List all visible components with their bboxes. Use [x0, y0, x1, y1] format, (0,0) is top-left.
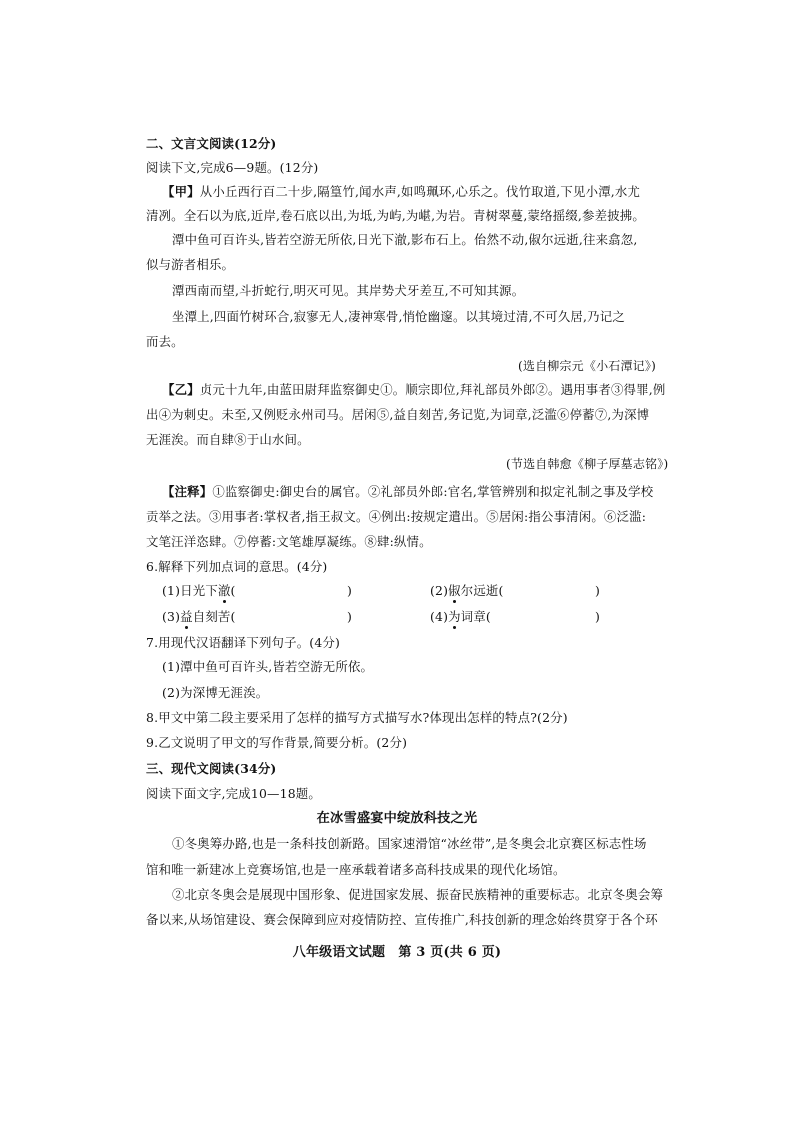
section-2-heading: 二、文言文阅读(12分) [146, 136, 277, 151]
item-text: (3) [162, 609, 181, 624]
question-7-item-2: (2)为深博无涯涘。 [162, 685, 269, 700]
article-paragraph-line: 备以来,从场馆建设、赛会保障到应对疫情防控、宣传推广,科技创新的理念始终贯穿于各个环 [146, 912, 658, 927]
item-text: 自刻苦( [192, 609, 236, 624]
passage-jia-source: (选自柳宗元《小石潭记》) [518, 359, 656, 373]
question-6-item-3 [162, 608, 236, 626]
passage-jia-line: 而去。 [146, 334, 184, 349]
dotted-char: 为 [448, 609, 461, 624]
section-3-heading: 三、现代文阅读(34分) [146, 761, 277, 776]
dotted-char: 澈 [217, 583, 231, 598]
passage-jia-line: 似与游者相乐。 [146, 257, 235, 272]
notes-line: 贡举之法。③用事者:掌权者,指王叔文。④例出:按规定遣出。⑤居闲:指公事清闲。⑥泛滥: [146, 509, 647, 524]
notes-line: 文笔汪洋恣肆。⑦停蓄:文笔雄厚凝练。⑧肆:纵情。 [146, 534, 432, 549]
passage-yi-line: 无涯涘。而自肆⑧于山水间。 [146, 432, 310, 447]
question-7-stem: 7.用现代汉语翻译下列句子。(4分) [146, 635, 341, 650]
passage-jia-text: 从小丘西行百二十步,隔篁竹,闻水声,如鸣珮环,心乐之。伐竹取道,下见小潭,水尤 [199, 184, 641, 199]
passage-jia-line: 清冽。全石以为底,近岸,卷石底以出,为坻,为屿,为嵁,为岩。青树翠蔓,蒙络摇缀,参差披拂。 [146, 208, 645, 223]
page-footer: 八年级语文试题 第 3 页(共 6 页) [292, 945, 502, 960]
question-6-item-2 [430, 582, 504, 600]
passage-yi-text: 贞元十九年,由蓝田尉拜监察御史①。顺宗即位,拜礼部员外郎②。遇用事者③得罪,例 [199, 382, 666, 397]
article-paragraph-line: ②北京冬奥会是展现中国形象、促进国家发展、振奋民族精神的重要标志。北京冬奥会筹 [172, 887, 664, 902]
passage-yi-line: 出④为刺史。未至,又例贬永州司马。居闲⑤,益自刻苦,务记览,为词章,泛滥⑥停蓄⑦,为深博 [146, 407, 650, 422]
question-6-item-4 [430, 608, 491, 626]
notes-line [162, 483, 653, 501]
question-6-item-1 [162, 582, 236, 600]
question-8: 8.甲文中第二段主要采用了怎样的描写方式描写水?体现出怎样的特点?(2分) [146, 710, 568, 725]
section-2-instruction: 阅读下文,完成6—9题。(12分) [146, 160, 319, 175]
article-paragraph-line: 馆和唯一新建冰上竞赛场馆,也是一座承载着诸多高科技成果的现代化场馆。 [146, 862, 566, 877]
item-text: ( [230, 583, 236, 598]
notes-tag: 【注释】 [162, 484, 213, 499]
dotted-char: 俶 [448, 583, 461, 598]
question-6-item-1-close: ) [347, 583, 353, 598]
question-6-item-4-close: ) [595, 609, 601, 624]
item-text: (4) [430, 609, 449, 624]
passage-jia-line [162, 183, 640, 201]
question-9: 9.乙文说明了甲文的写作背景,简要分析。(2分) [146, 735, 408, 750]
question-6-item-2-close: ) [595, 583, 601, 598]
notes-text: ①监察御史:御史台的属官。②礼部员外郎:官名,掌管辨别和拟定礼制之事及学校 [212, 484, 654, 499]
passage-jia-line: 潭中鱼可百许头,皆若空游无所依,日光下澈,影布石上。佁然不动,俶尔远逝,往来翕忽, [172, 232, 638, 247]
item-text: 尔远逝( [460, 583, 504, 598]
dotted-char: 益 [180, 609, 193, 624]
passage-yi-tag: 【乙】 [162, 382, 200, 397]
question-6-item-3-close: ) [347, 609, 353, 624]
question-7-item-1: (1)潭中鱼可百许头,皆若空游无所依。 [162, 659, 374, 674]
passage-jia-line: 坐潭上,四面竹树环合,寂寥无人,凄神寒骨,悄怆幽邃。以其境过清,不可久居,乃记之 [172, 309, 625, 324]
item-text: 词章( [460, 609, 491, 624]
section-3-instruction: 阅读下面文字,完成10—18题。 [146, 786, 321, 801]
article-paragraph-line: ①冬奥筹办路,也是一条科技创新路。国家速滑馆“冰丝带”,是冬奥会北京赛区标志性场 [172, 836, 647, 851]
passage-yi-source: (节选自韩愈《柳子厚墓志铭》) [506, 457, 669, 471]
passage-yi-line [162, 381, 665, 399]
item-text: (1)日光下 [162, 583, 218, 598]
question-6-stem: 6.解释下列加点词的意思。(4分) [146, 559, 328, 574]
passage-jia-line: 潭西南而望,斗折蛇行,明灭可见。其岸势犬牙差互,不可知其源。 [172, 283, 525, 298]
article-title: 在冰雪盛宴中绽放科技之光 [316, 811, 478, 826]
item-text: (2) [430, 583, 449, 598]
passage-jia-tag: 【甲】 [162, 184, 200, 199]
